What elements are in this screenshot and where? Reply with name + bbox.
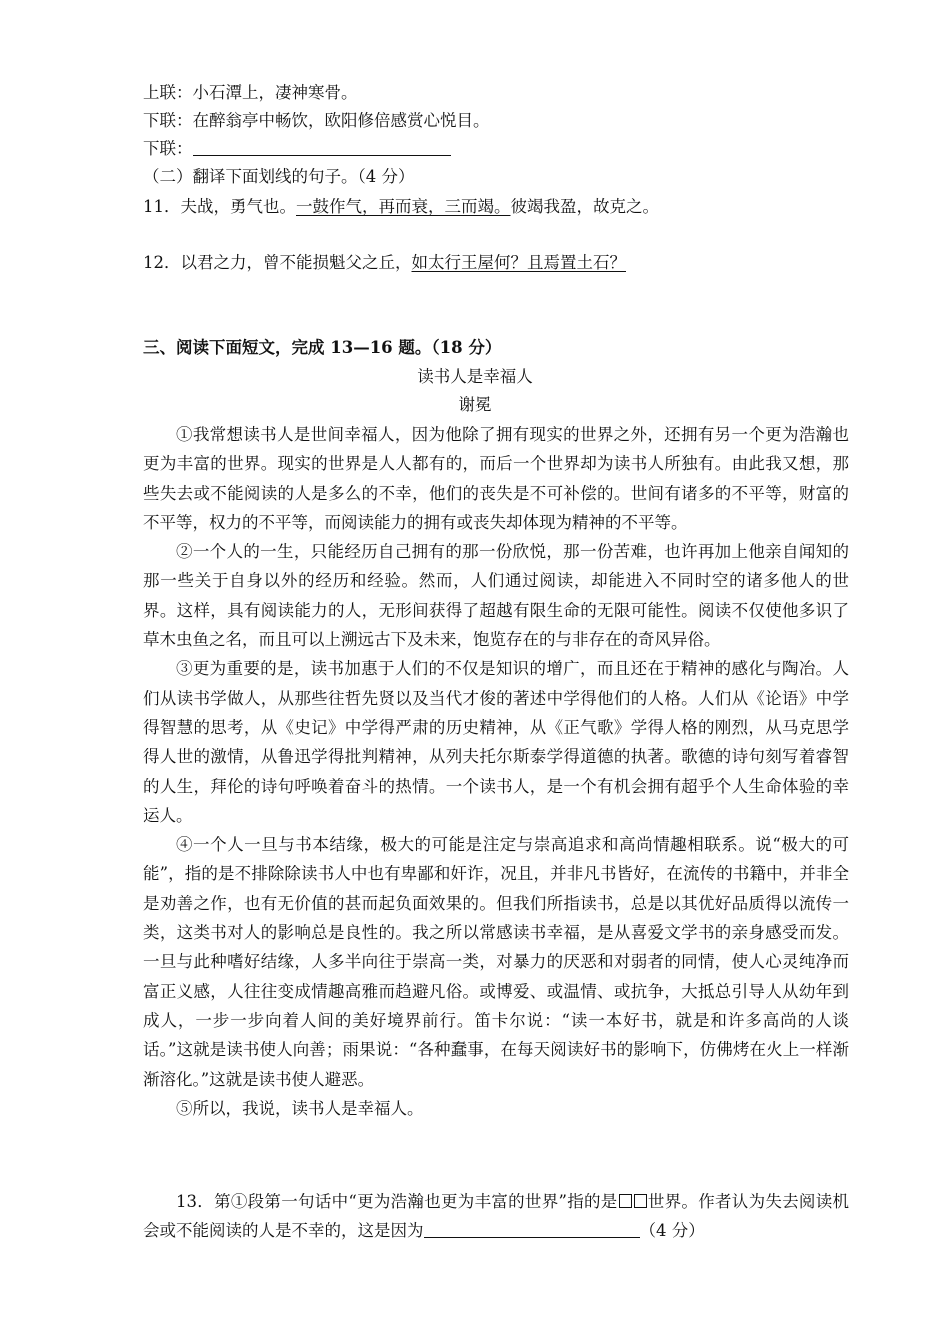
article-author: 谢冕 <box>458 395 492 414</box>
q11-underlined: 一鼓作气，再而衰，三而竭。 <box>296 197 511 216</box>
article-title: 读书人是幸福人 <box>417 367 533 386</box>
q12-underlined: 如太行王屋何？且焉置土石？ <box>411 253 626 272</box>
q13-part1: 13．第①段第一句话中“更为浩瀚也更为丰富的世界”指的是 <box>176 1192 618 1211</box>
q13-answer-blank[interactable] <box>424 1219 640 1238</box>
article-paragraph: ①我常想读书人是世间幸福人，因为他除了拥有现实的世界之外，还拥有另一个更为浩瀚也更为丰富的世界。现实的世界是人人都有的，而后一个世界却为读书人所独有。由此我又想，那些失去或不能阅读的人是多么的不幸，他们的丧失是不可补偿的。世间有诸多的不平等，财富的不平等，权力的不平等，而阅读能力的拥有或丧失却体现为精神的不平等。 <box>143 425 849 532</box>
question-11 <box>143 194 659 220</box>
question-13 <box>143 1187 849 1246</box>
couplet-upper: 上联：小石潭上，凄神寒骨。 <box>143 83 358 102</box>
couplet-lower-given: 下联：在醉翁亭中畅饮，欧阳修倍感赏心悦目。 <box>143 111 490 130</box>
article-body <box>143 420 849 1123</box>
q13-score: （4 分） <box>639 1221 705 1241</box>
question-12 <box>143 250 626 276</box>
q11-prefix: 11．夫战，勇气也。 <box>143 197 296 216</box>
couplet-answer-blank[interactable] <box>193 137 451 156</box>
couplet-lower-answer <box>143 136 451 162</box>
section3-heading: 三、阅读下面短文，完成 13—16 题。（18 分） <box>143 338 502 357</box>
q12-prefix: 12．以君之力，曾不能损魁父之丘， <box>143 253 412 272</box>
section2-heading: （二）翻译下面划线的句子。（4 分） <box>143 167 415 186</box>
couplet-lower-label: 下联： <box>143 139 193 158</box>
article-paragraph: ③更为重要的是，读书加惠于人们的不仅是知识的增广，而且还在于精神的感化与陶冶。人们从读书学做人，从那些往哲先贤以及当代才俊的著述中学得他们的人格。人们从《论语》中学得智慧的思考，从《史记》中学得严肃的历史精神，从《正气歌》学得人格的刚烈，从马克思学得人世的激情，从鲁迅学得批判精神，从列夫托尔斯泰学得道德的执著。歌德的诗句刻写着睿智的人生，拜伦的诗句呼唤着奋斗的热情。一个读书人，是一个有机会拥有超乎个人生命体验的幸运人。 <box>143 659 849 825</box>
article-paragraph: ④一个人一旦与书本结缘，极大的可能是注定与崇高追求和高尚情趣相联系。说“极大的可能”，指的是不排除除读书人中也有卑鄙和奸诈，况且，并非凡书皆好，在流传的书籍中，并非全是劝善之作，也有无价值的甚而起负面效果的。但我们所指读书，总是以其优好品质得以流传一类，这类书对人的影响总是良性的。我之所以常感读书幸福，是从喜爱文学书的亲身感受而发。一旦与此种嗜好结缘，人多半向往于崇高一类，对暴力的厌恶和对弱者的同情，使人心灵纯净而富正义感，人往往变成情趣高雅而趋避凡俗。或博爱、或温情、或抗争，大抵总引导人从幼年到成人，一步一步向着人间的美好境界前行。笛卡尔说：“读一本好书，就是和许多高尚的人谈话。”这就是读书使人向善；雨果说：“各种蠢事，在每天阅读好书的影响下，仿佛烤在火上一样渐渐溶化。”这就是读书使人避恶。 <box>143 835 849 1089</box>
article-paragraph: ②一个人的一生，只能经历自己拥有的那一份欣悦，那一份苦难，也许再加上他亲自闻知的那一些关于自身以外的经历和经验。然而，人们通过阅读，却能进入不同时空的诸多他人的世界。这样，具有阅读能力的人，无形间获得了超越有限生命的无限可能性。阅读不仅使他多识了草木虫鱼之名，而且可以上溯远古下及未来，饱览存在的与非存在的奇风异俗。 <box>143 542 849 650</box>
article-paragraph: ⑤所以，我说，读书人是幸福人。 <box>176 1098 424 1118</box>
q13-box-blank[interactable] <box>634 1194 647 1208</box>
q13-part2: 世界。作者认为失去阅读机会或不能阅读的人是不幸的，这是因为 <box>143 1192 850 1241</box>
q13-box-blank[interactable] <box>619 1194 632 1208</box>
q11-suffix: 彼竭我盈，故克之。 <box>510 197 659 216</box>
